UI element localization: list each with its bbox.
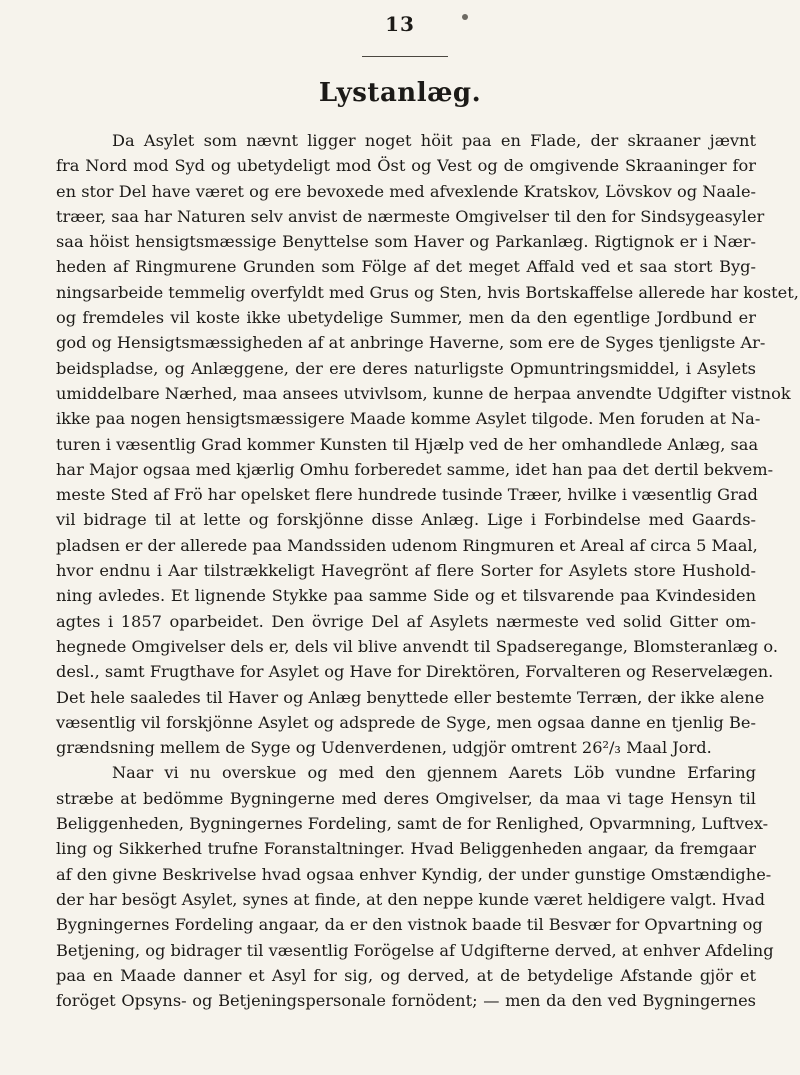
- text-line: ningsarbeide temmelig overfyldt med Grus og Sten, hvis Bortskaffelse allerede har kostet,: [56, 282, 799, 302]
- text-line: umiddelbare Nærhed, maa ansees utvivlsom, kunne de herpaa anvendte Udgifter vistnok: [56, 383, 791, 403]
- text-line: Naar vi nu overskue og med den gjennem Aarets Löb vundne Erfaring: [112, 763, 756, 783]
- text-line: hvor endnu i Aar tilstrækkeligt Havegrönt af flere Sorter for Asylets store Hushold-: [56, 561, 756, 581]
- text-line: ning avledes. Et lignende Stykke paa samme Side og et tilsvarende paa Kvindesiden: [56, 586, 756, 606]
- page-number: 13: [385, 12, 415, 36]
- text-line: ikke paa nogen hensigtsmæssigere Maade komme Asylet tilgode. Men foruden at Na-: [56, 409, 761, 429]
- text-line: Betjening, og bidrager til væsentlig Forögelse af Udgifterne derved, at enhver Afdeling: [56, 940, 774, 960]
- text-line: agtes i 1857 oparbeidet. Den övrige Del af Asylets nærmeste ved solid Gitter om-: [56, 611, 756, 631]
- text-line: god og Hensigtsmæssigheden af at anbringe Haverne, som ere de Syges tjenligste Ar-: [56, 333, 766, 353]
- text-line: desl., samt Frugthave for Asylet og Have for Direktören, Forvalteren og Reservelægen.: [56, 662, 774, 682]
- text-line: heden af Ringmurene Grunden som Fölge af det meget Affald ved et saa stort Byg-: [56, 257, 756, 277]
- text-line: en stor Del have været og ere bevoxede med afvexlende Kratskov, Lövskov og Naale-: [56, 181, 756, 201]
- ink-speck: [462, 14, 468, 20]
- text-line: har Major ogsaa med kjærlig Omhu forberedet samme, idet han paa det dertil bekvem-: [56, 459, 774, 479]
- text-line: af den givne Beskrivelse hvad ogsaa enhver Kyndig, der under gunstige Omstændighe-: [56, 864, 772, 884]
- text-line: væsentlig vil forskjönne Asylet og adsprede de Syge, men ogsaa danne en tjenlig Be-: [56, 712, 756, 732]
- text-line: Da Asylet som nævnt ligger noget höit paa en Flade, der skraaner jævnt: [112, 131, 756, 150]
- text-line: turen i væsentlig Grad kommer Kunsten til Hjælp ved de her omhandlede Anlæg, saa: [56, 434, 759, 454]
- text-line: Bygningernes Fordeling angaar, da er den vistnok baade til Besvær for Opvartning og: [56, 915, 763, 935]
- text-line: foröget Opsyns- og Betjeningspersonale fornödent; — men da den ved Bygningernes: [56, 991, 756, 1011]
- text-line: ling og Sikkerhed trufne Foranstaltninger. Hvad Beliggenheden angaar, da fremgaar: [56, 839, 756, 859]
- text-line: saa höist hensigtsmæssige Benyttelse som Haver og Parkanlæg. Rigtignok er i Nær-: [56, 232, 756, 252]
- text-line: og fremdeles vil koste ikke ubetydelige Summer, men da den egentlige Jordbund er: [56, 308, 756, 328]
- text-line: pladsen er der allerede paa Mandssiden udenom Ringmuren et Areal af circa 5 Maal,: [56, 535, 758, 555]
- text-line: paa en Maade danner et Asyl for sig, og derved, at de betydelige Afstande gjör et: [56, 965, 756, 985]
- text-line: træer, saa har Naturen selv anvist de nærmeste Omgivelser til den for Sindsygeasyler: [56, 206, 765, 226]
- body-text: [56, 128, 799, 1013]
- header-rule: [362, 56, 448, 57]
- text-line: meste Sted af Frö har opelsket flere hundrede tusinde Træer, hvilke i væsentlig Grad: [56, 485, 758, 505]
- text-line: vil bidrage til at lette og forskjönne disse Anlæg. Lige i Forbindelse med Gaards-: [56, 510, 756, 530]
- section-heading: Lystanlæg.: [318, 78, 482, 108]
- text-line: beidspladse, og Anlæggene, der ere deres naturligste Opmuntringsmiddel, i Asylets: [56, 358, 756, 378]
- text-line: grændsning mellem de Syge og Udenverdenen, udgjör omtrent 26²/₃ Maal Jord.: [56, 738, 712, 758]
- text-line: stræbe at bedömme Bygningerne med deres Omgivelser, da maa vi tage Hensyn til: [56, 788, 756, 808]
- text-line: fra Nord mod Syd og ubetydeligt mod Öst og Vest og de omgivende Skraaninger for: [56, 156, 756, 176]
- text-line: der har besögt Asylet, synes at finde, at den neppe kunde været heldigere valgt. Hvad: [56, 889, 766, 909]
- text-line: Det hele saaledes til Haver og Anlæg benyttede eller bestemte Terræn, der ikke alene: [56, 687, 765, 707]
- text-line: hegnede Omgivelser dels er, dels vil blive anvendt til Spadseregange, Blomsteranlæg o.: [56, 636, 778, 656]
- text-line: Beliggenheden, Bygningernes Fordeling, samt de for Renlighed, Opvarmning, Luftvex-: [56, 814, 769, 834]
